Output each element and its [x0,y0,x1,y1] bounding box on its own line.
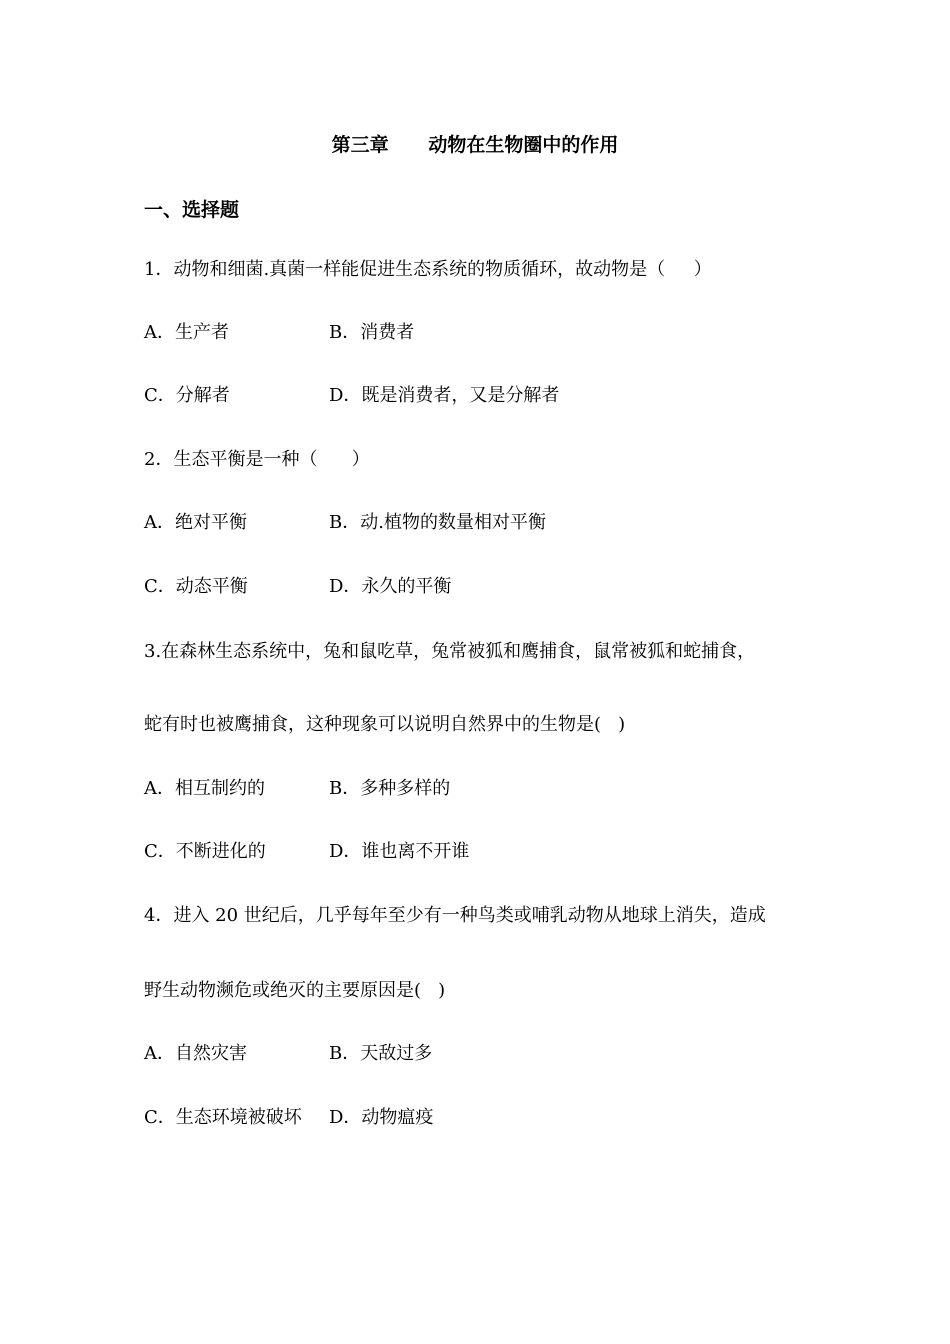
question-3-option-a: A．相互制约的 [144,778,265,799]
question-4-option-d: D．动物瘟疫 [329,1107,434,1128]
question-1-text: 1．动物和细菌.真菌一样能促进生态系统的物质循环，故动物是（ ） [144,259,712,280]
question-1-option-d: D．既是消费者，又是分解者 [329,385,560,406]
chapter-title: 第三章 动物在生物圈中的作用 [331,134,619,156]
question-4-option-a: A．自然灾害 [144,1043,247,1064]
question-4-text-line-2: 野生动物濒危或绝灭的主要原因是( ) [144,980,446,1001]
question-3-text-line-1: 3.在森林生态系统中，兔和鼠吃草，兔常被狐和鹰捕食，鼠常被狐和蛇捕食， [144,641,756,662]
question-2-option-b: B．动.植物的数量相对平衡 [329,512,546,533]
question-2-option-a: A．绝对平衡 [144,512,247,533]
question-4-option-b: B．天敌过多 [329,1043,433,1064]
section-heading: 一、选择题 [144,199,240,221]
question-1-option-b: B．消费者 [329,322,415,343]
question-1-option-c: C．分解者 [144,385,230,406]
question-2-option-d: D．永久的平衡 [329,576,452,597]
question-2-option-c: C．动态平衡 [144,576,248,597]
question-3-text-line-2: 蛇有时也被鹰捕食，这种现象可以说明自然界中的生物是( ) [144,714,626,735]
question-4-option-c: C．生态环境被破坏 [144,1107,302,1128]
question-3-option-b: B．多种多样的 [329,778,451,799]
question-2-text: 2．生态平衡是一种（ ） [144,449,370,470]
question-1-option-a: A．生产者 [144,322,229,343]
question-4-text-line-1: 4．进入 20 世纪后，几乎每年至少有一种鸟类或哺乳动物从地球上消失，造成 [144,905,766,926]
question-3-option-c: C．不断进化的 [144,841,266,862]
question-3-option-d: D．谁也离不开谁 [329,841,470,862]
